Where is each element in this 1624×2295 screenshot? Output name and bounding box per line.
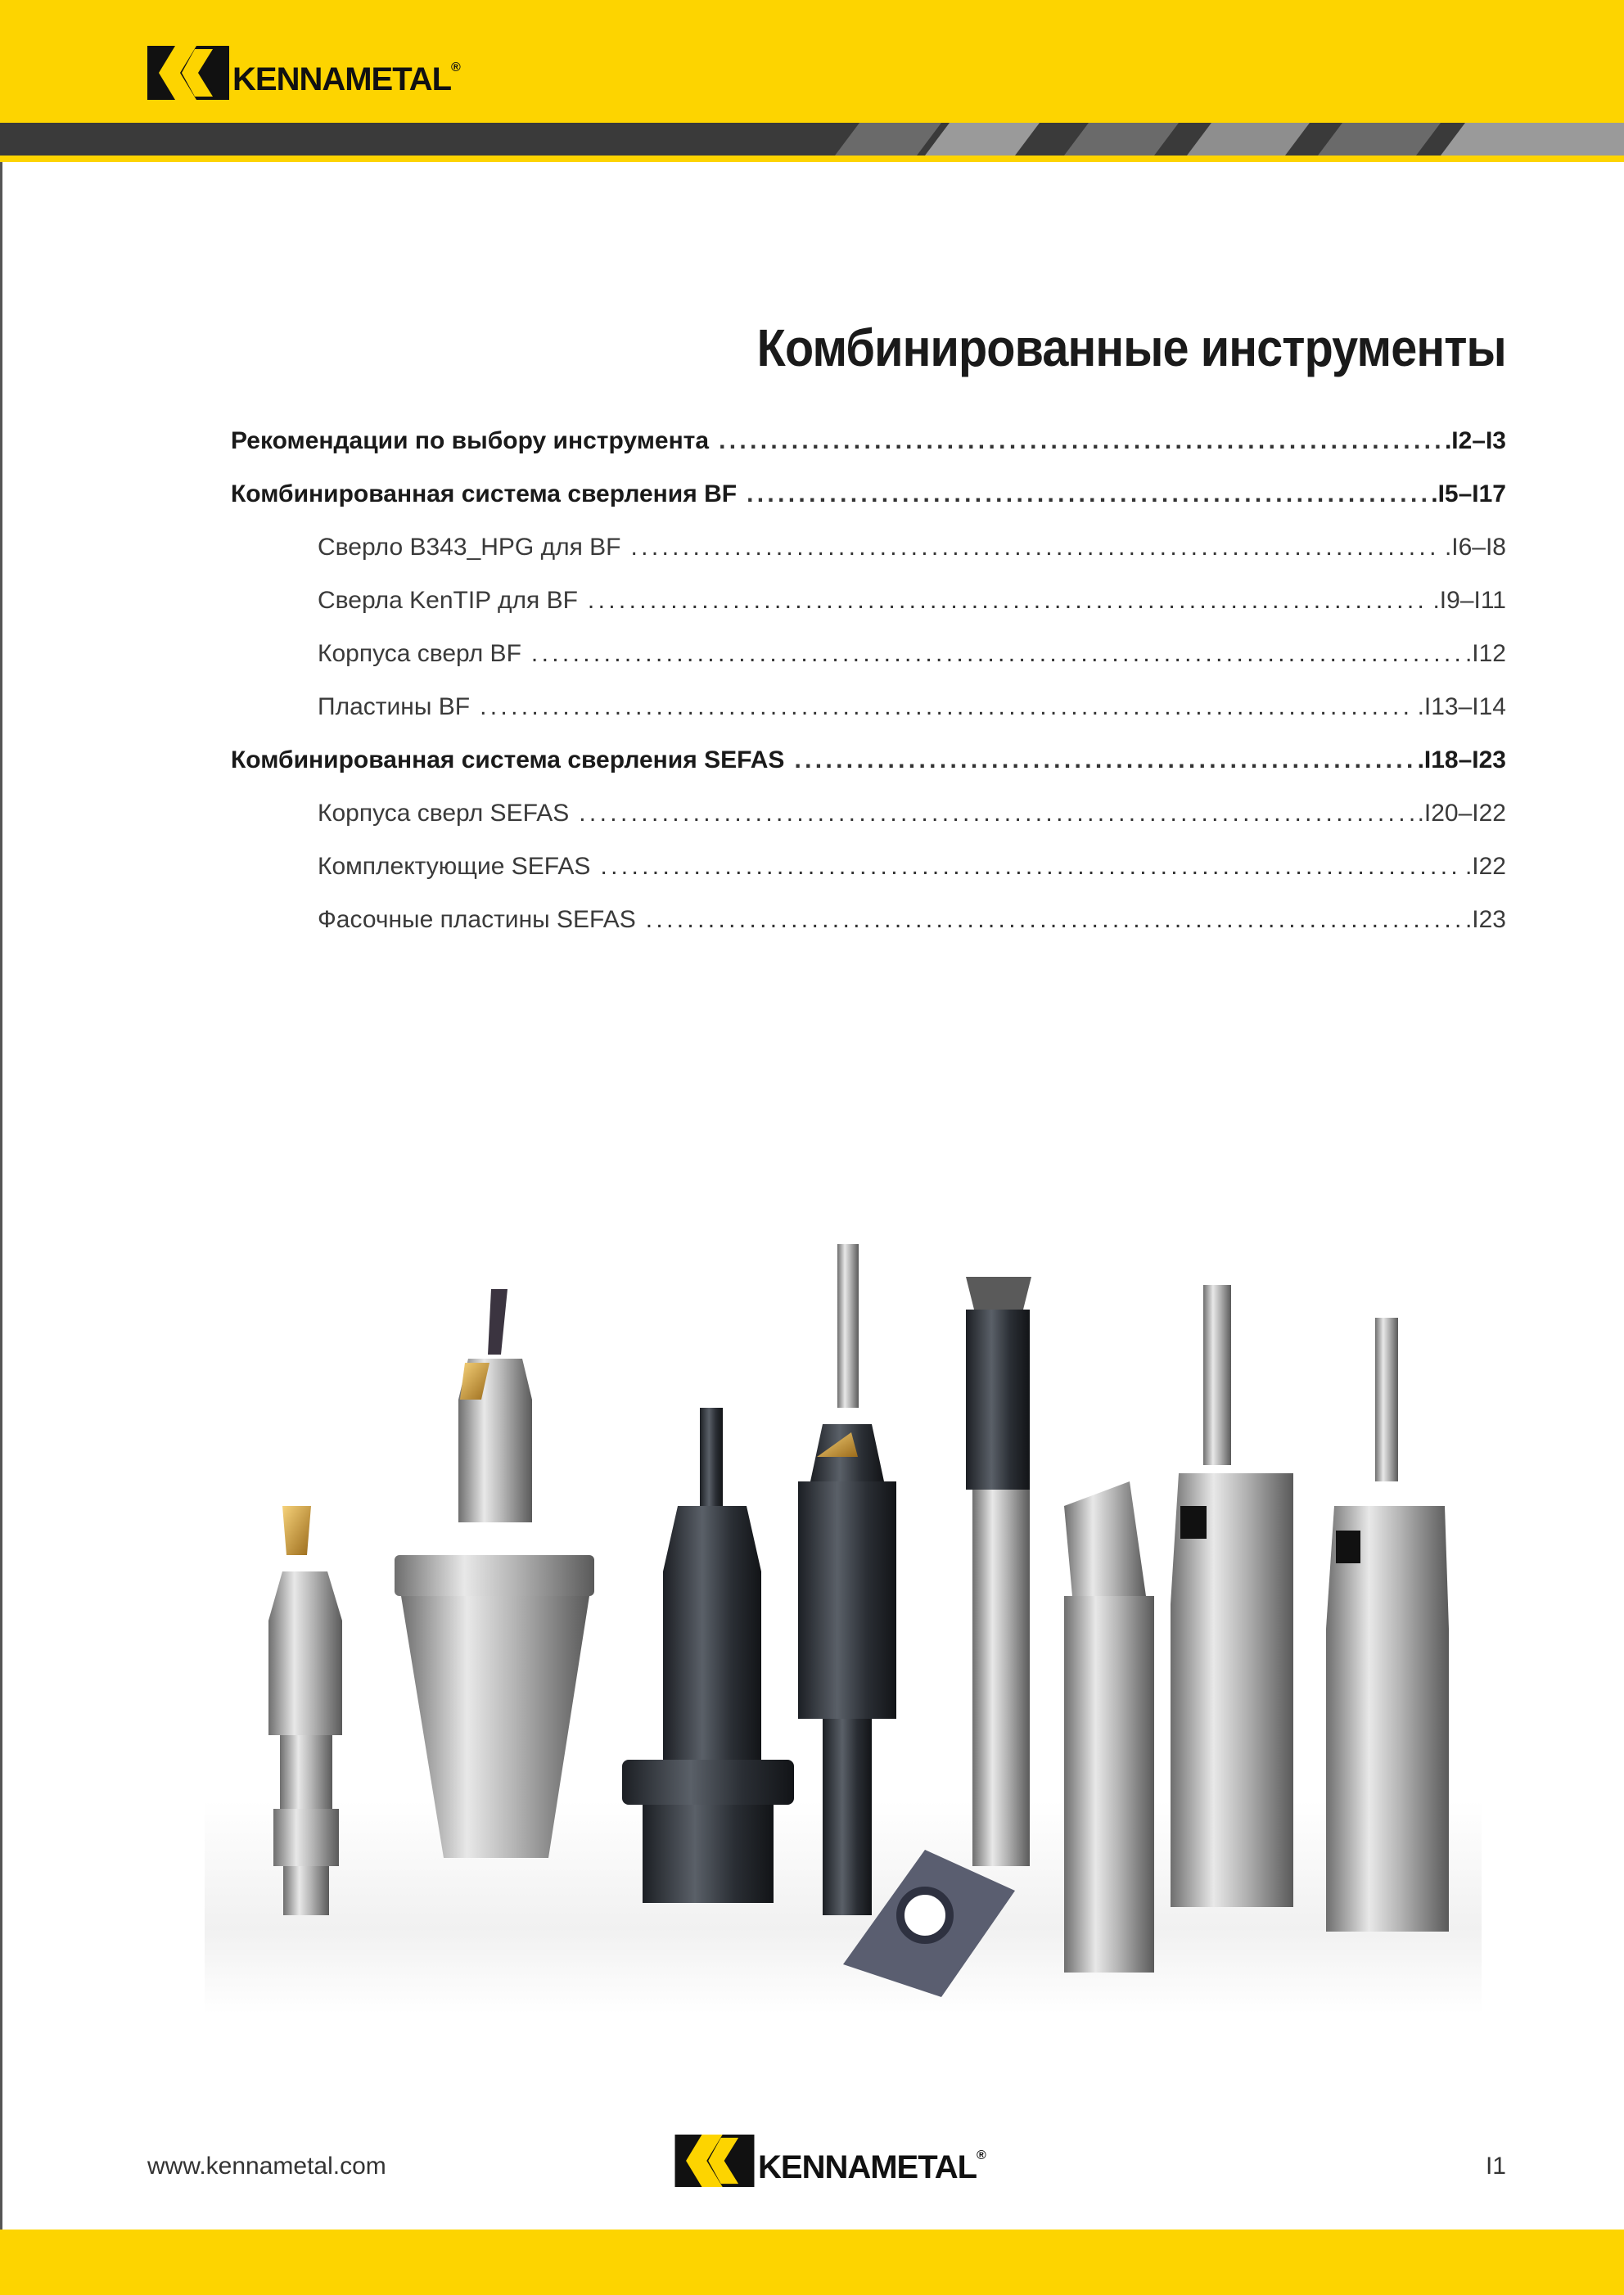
header-logo bbox=[147, 46, 460, 100]
toc-leader bbox=[600, 853, 1462, 881]
toc-leader bbox=[480, 693, 1414, 721]
toc-label: Пластины BF bbox=[318, 693, 471, 720]
toc-row[interactable] bbox=[231, 480, 1506, 508]
toc-pages: .I20–I22 bbox=[1417, 800, 1506, 827]
kennametal-k-icon bbox=[674, 2135, 755, 2187]
toc-label: Корпуса сверл SEFAS bbox=[318, 800, 570, 827]
toc-row[interactable] bbox=[318, 853, 1506, 881]
footer-url[interactable]: www.kennametal.com bbox=[147, 2153, 386, 2180]
toc-pages: .I6–I8 bbox=[1444, 534, 1506, 561]
toc-pages: .I22 bbox=[1464, 853, 1506, 880]
toc-row[interactable] bbox=[318, 693, 1506, 721]
toc-label: Комплектующие SEFAS bbox=[318, 853, 591, 880]
toc-label: Комбинированная система сверления SEFAS bbox=[231, 746, 785, 773]
toc-leader bbox=[794, 746, 1414, 774]
toc-leader bbox=[531, 640, 1462, 668]
toc-pages: .I12 bbox=[1464, 640, 1506, 667]
header-brand-name: KENNAMETAL bbox=[232, 61, 452, 97]
toc-label: Сверло B343_HPG для BF bbox=[318, 534, 621, 561]
toc-leader bbox=[588, 587, 1430, 615]
footer-brand-trademark: ® bbox=[977, 2148, 986, 2162]
page-number: I1 bbox=[1485, 2153, 1506, 2180]
header-stripe bbox=[0, 123, 1624, 156]
toc-pages: .I18–I23 bbox=[1417, 746, 1506, 773]
toc-leader bbox=[719, 427, 1441, 455]
toc-pages: .I2–I3 bbox=[1444, 427, 1506, 454]
toc-row[interactable] bbox=[318, 640, 1506, 668]
toc-row[interactable] bbox=[318, 906, 1506, 934]
toc-row[interactable] bbox=[231, 427, 1506, 455]
page-title: Комбинированные инструменты bbox=[756, 318, 1506, 377]
footer-bar bbox=[0, 2230, 1624, 2295]
toc-leader bbox=[747, 480, 1428, 508]
footer-brand-name: KENNAMETAL bbox=[758, 2148, 977, 2185]
toc-leader bbox=[631, 534, 1441, 561]
toc-label: Корпуса сверл BF bbox=[318, 640, 521, 667]
toc-row[interactable] bbox=[231, 746, 1506, 774]
toc-pages: .I9–I11 bbox=[1432, 587, 1506, 614]
footer-logo bbox=[674, 2135, 986, 2187]
header-stripe-accent bbox=[0, 156, 1624, 162]
tool-5 bbox=[966, 1277, 1031, 1866]
toc-label: Фасочные пластины SEFAS bbox=[318, 906, 636, 933]
toc-pages: .I23 bbox=[1464, 906, 1506, 933]
toc-row[interactable] bbox=[318, 587, 1506, 615]
stripe-pattern bbox=[0, 123, 1624, 156]
toc-row[interactable] bbox=[318, 800, 1506, 827]
toc-label: Сверла KenTIP для BF bbox=[318, 587, 578, 614]
toc-leader bbox=[579, 800, 1414, 827]
toc-row[interactable] bbox=[318, 534, 1506, 561]
header-brand-trademark: ® bbox=[451, 61, 460, 74]
product-photo bbox=[205, 1211, 1482, 2030]
page-left-rule bbox=[0, 162, 2, 2233]
kennametal-k-icon bbox=[147, 46, 229, 100]
toc-leader bbox=[646, 906, 1462, 934]
toc-label: Комбинированная система сверления BF bbox=[231, 480, 738, 507]
toc-pages: .I13–I14 bbox=[1417, 693, 1506, 720]
toc-pages: .I5–I17 bbox=[1431, 480, 1506, 507]
toc-label: Рекомендации по выбору инструмента bbox=[231, 427, 710, 454]
